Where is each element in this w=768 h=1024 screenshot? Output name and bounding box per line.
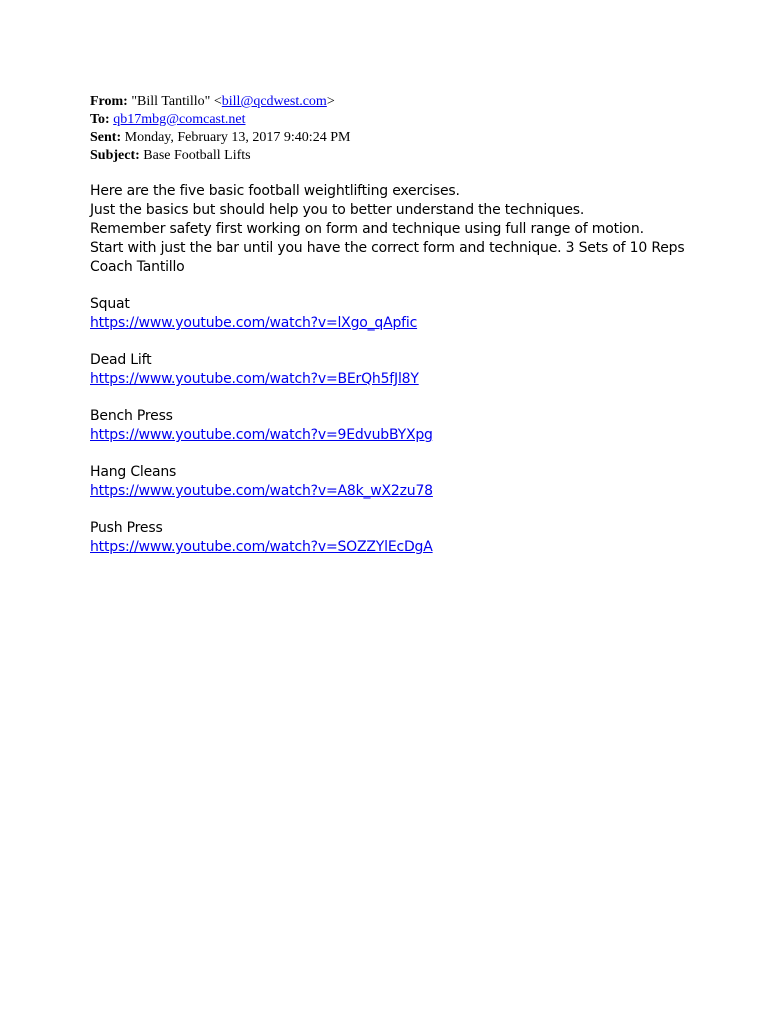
sent-label: Sent: [90, 130, 122, 145]
email-header [90, 93, 730, 165]
subject-label: Subject: [90, 148, 140, 163]
lift-name-hang-cleans: Hang Cleans [90, 464, 177, 480]
list-item [90, 351, 730, 389]
signature: Coach Tantillo [90, 259, 185, 275]
sent-line [90, 129, 730, 147]
to-label: To: [90, 112, 110, 127]
from-email-link[interactable]: bill@qcdwest.com [221, 94, 327, 109]
list-item [90, 463, 730, 501]
lift-link-push-press[interactable]: https://www.youtube.com/watch?v=SOZZYlEcDgA [90, 539, 433, 555]
list-item [90, 295, 730, 333]
subject-value: Base Football Lifts [143, 148, 251, 163]
from-email-close: > [326, 94, 335, 109]
list-item [90, 407, 730, 445]
lift-link-bench-press[interactable]: https://www.youtube.com/watch?v=9EdvubBYXpg [90, 427, 433, 443]
sent-value: Monday, February 13, 2017 9:40:24 PM [124, 130, 351, 145]
lift-link-squat[interactable]: https://www.youtube.com/watch?v=lXgo_qApfic [90, 315, 418, 331]
from-name: "Bill Tantillo" < [131, 94, 222, 109]
body-intro [90, 182, 730, 277]
from-label: From: [90, 94, 128, 109]
to-email-link[interactable]: qb17mbg@comcast.net [113, 112, 246, 127]
body-line: Start with just the bar until you have the correct form and technique. 3 Sets of 10 Reps [90, 240, 685, 256]
email-document [90, 93, 730, 575]
email-body [90, 182, 730, 557]
lift-name-dead-lift: Dead Lift [90, 352, 152, 368]
subject-line [90, 147, 730, 165]
lift-list [90, 295, 730, 557]
lift-link-hang-cleans[interactable]: https://www.youtube.com/watch?v=A8k_wX2zu78 [90, 483, 433, 499]
body-line: Here are the five basic football weightlifting exercises. [90, 183, 460, 199]
lift-name-squat: Squat [90, 296, 130, 312]
body-line: Remember safety first working on form and technique using full range of motion. [90, 221, 644, 237]
list-item [90, 519, 730, 557]
from-line [90, 93, 730, 111]
lift-link-dead-lift[interactable]: https://www.youtube.com/watch?v=BErQh5fJl8Y [90, 371, 419, 387]
lift-name-push-press: Push Press [90, 520, 163, 536]
lift-name-bench-press: Bench Press [90, 408, 173, 424]
to-line [90, 111, 730, 129]
body-line: Just the basics but should help you to better understand the techniques. [90, 202, 585, 218]
